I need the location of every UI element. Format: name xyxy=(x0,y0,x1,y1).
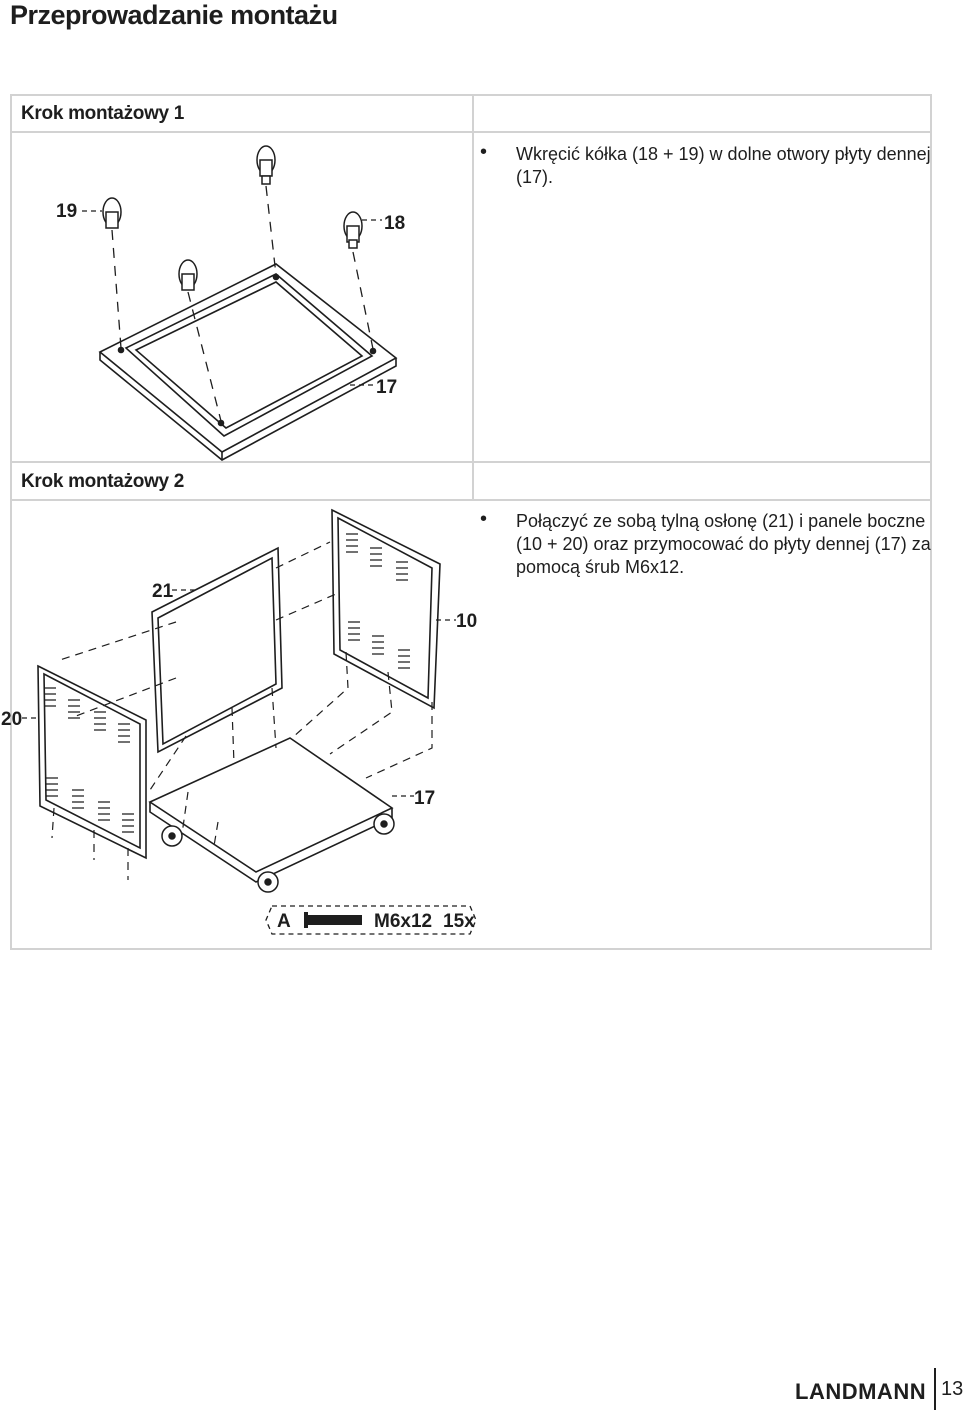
bullet: • xyxy=(480,141,488,163)
step-1-heading: Krok montażowy 1 xyxy=(21,103,185,124)
step-1-diagram xyxy=(40,134,440,460)
caster-icon xyxy=(179,260,197,290)
divider xyxy=(472,94,474,462)
caster-icon xyxy=(344,212,362,248)
hardware-box xyxy=(266,906,476,934)
hardware-size: M6x12 xyxy=(374,911,433,932)
bullet: • xyxy=(480,508,488,530)
instruction-line: Wkręcić kółka (18 + 19) w dolne otwory płyty dennej xyxy=(516,144,931,164)
callout-19: 19 xyxy=(56,201,78,222)
callout-17: 17 xyxy=(376,377,398,398)
instruction-line: Połączyć ze sobą tylną osłonę (21) i panele boczne xyxy=(516,511,926,531)
rear-panel xyxy=(152,548,282,752)
step-2-diagram xyxy=(0,502,480,947)
caster-icon xyxy=(257,146,275,184)
hardware-qty: 15x xyxy=(443,911,475,932)
instruction-line: pomocą śrub M6x12. xyxy=(516,557,685,577)
footer-separator xyxy=(934,1368,936,1410)
callout-21: 21 xyxy=(152,581,174,602)
step-2-instruction xyxy=(480,508,931,579)
left-side-panel xyxy=(38,666,146,858)
screw-icon xyxy=(304,912,362,928)
divider xyxy=(10,499,932,501)
instruction-line: (17). xyxy=(516,167,554,187)
base-plate xyxy=(150,738,392,872)
step-2-heading: Krok montażowy 2 xyxy=(21,471,185,492)
divider xyxy=(10,461,932,463)
divider xyxy=(472,461,474,499)
callout-18: 18 xyxy=(384,213,406,234)
page-number: 13 xyxy=(941,1378,963,1400)
step-1-instruction xyxy=(480,141,931,189)
page-title: Przeprowadzanie montażu xyxy=(10,0,338,30)
instruction-line: (10 + 20) oraz przymocować do płyty dennej (17) za xyxy=(516,534,931,554)
hardware-letter: A xyxy=(277,911,291,932)
callout-20: 20 xyxy=(1,709,23,730)
caster-icon xyxy=(103,198,121,228)
callout-10: 10 xyxy=(456,611,478,632)
callout-17: 17 xyxy=(414,788,436,809)
brand-logo: LANDMANN xyxy=(795,1379,927,1404)
divider xyxy=(10,131,932,133)
